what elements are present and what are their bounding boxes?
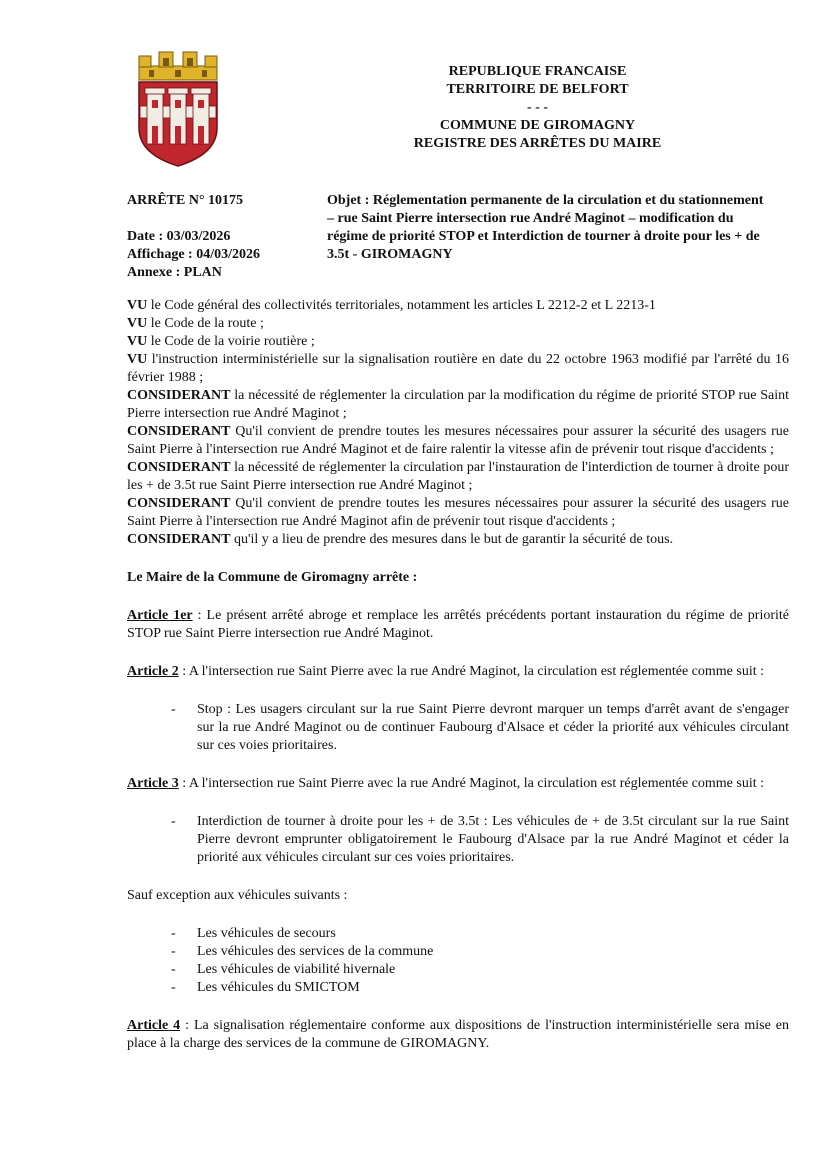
- article-3-interdiction-item: - Interdiction de tourner à droite pour les + de 3.5t : Les véhicules de + de 3.5t circulant sur la rue Saint Pierre devront emprunter obligatoirement le Faubourg d'Alsace par la rue André Maginot et céder la priorité aux véhicules circulant sur ces voies prioritaires.: [127, 813, 789, 867]
- list-item: - Les véhicules de viabilité hivernale: [127, 961, 789, 979]
- header-territoire: TERRITOIRE DE BELFORT: [446, 82, 629, 97]
- considerant-line: CONSIDERANT Qu'il convient de prendre toutes les mesures nécessaires pour assurer la sécurité des usagers rue Saint Pierre à l'intersection rue André Maginot et de faire ralentir la vitesse afin de prévenir tout risque d'accidents ;: [127, 424, 789, 457]
- visa-line: VU l'instruction interministérielle sur la signalisation routière en date du 22 octobre 1963 modifié par l'arrêté du 16 février 1988 ;: [127, 352, 789, 385]
- considerant-line: CONSIDERANT Qu'il convient de prendre toutes les mesures nécessaires pour assurer la sécurité des usagers rue Saint Pierre à l'intersection rue André Maginot afin de prévenir tout risque d'accidents ;: [127, 496, 789, 529]
- article-4: Article 4 : La signalisation réglementaire conforme aux dispositions de l'instruction interministérielle sera mise en place à la charge des services de la commune de GIROMAGNY.: [127, 1018, 789, 1051]
- article-2: Article 2 : A l'intersection rue Saint Pierre avec la rue André Maginot, la circulation est réglementée comme suit :: [127, 664, 764, 679]
- considerant-line: CONSIDERANT la nécessité de réglementer la circulation par la modification du régime de priorité STOP rue Saint Pierre intersection rue André Maginot ;: [127, 388, 789, 421]
- document-body: [127, 297, 789, 1073]
- exceptions-list: [127, 925, 789, 997]
- maire-arrete-heading: Le Maire de la Commune de Giromagny arrête :: [127, 570, 418, 585]
- coat-of-arms-logo: [133, 50, 223, 168]
- header-separator: - - -: [527, 100, 548, 115]
- header-republique: REPUBLIQUE FRANCAISE: [448, 64, 627, 79]
- considerant-line: CONSIDERANT qu'il y a lieu de prendre des mesures dans le but de garantir la sécurité de tous.: [127, 532, 674, 547]
- arrete-date: Date : 03/03/2026: [127, 229, 231, 244]
- visa-line: VU le Code de la route ;: [127, 316, 264, 331]
- article-2-stop-item: - Stop : Les usagers circulant sur la rue Saint Pierre devront marquer un temps d'arrêt avant de s'engager sur la rue André Maginot ou de continuer Faubourg d'Alsace et céder la priorité aux véhicules circulant sur ces voies prioritaires.: [127, 701, 789, 755]
- arrete-number: ARRÊTE N° 10175: [127, 193, 244, 208]
- visa-line: VU le Code général des collectivités territoriales, notamment les articles L 2212-2 et L 2213-1: [127, 298, 656, 313]
- document-header: [340, 63, 735, 153]
- arrete-objet: Objet : Réglementation permanente de la circulation et du stationnement – rue Saint Pierre intersection rue André Maginot – modification du régime de priorité STOP et Interdiction de tourner à droite pour les + de 3.5t - GIROMAGNY: [327, 193, 764, 262]
- arrete-annexe: Annexe : PLAN: [127, 265, 222, 280]
- visa-line: VU le Code de la voirie routière ;: [127, 334, 315, 349]
- list-item: - Les véhicules des services de la commune: [127, 943, 789, 961]
- crown: [139, 52, 217, 80]
- article-3: Article 3 : A l'intersection rue Saint Pierre avec la rue André Maginot, la circulation est réglementée comme suit :: [127, 776, 764, 791]
- arrete-affichage: Affichage : 04/03/2026: [127, 247, 260, 262]
- header-commune: COMMUNE DE GIROMAGNY: [439, 118, 636, 133]
- crest-svg: [133, 50, 223, 168]
- article-1: Article 1er : Le présent arrêté abroge et remplace les arrêtés précédents portant instauration du régime de priorité STOP rue Saint Pierre intersection rue André Maginot.: [127, 608, 789, 641]
- list-item: - Les véhicules du SMICTOM: [127, 979, 789, 997]
- header-registre: REGISTRE DES ARRÊTES DU MAIRE: [413, 136, 662, 151]
- visas-section: [127, 297, 789, 549]
- considerant-line: CONSIDERANT la nécessité de réglementer la circulation par l'instauration de l'interdiction de tourner à droite pour les + de 3.5t rue Saint Pierre intersection rue André Maginot ;: [127, 460, 789, 493]
- arrete-meta: [127, 192, 317, 282]
- exceptions-intro: Sauf exception aux véhicules suivants :: [127, 888, 348, 903]
- list-item: - Les véhicules de secours: [127, 925, 789, 943]
